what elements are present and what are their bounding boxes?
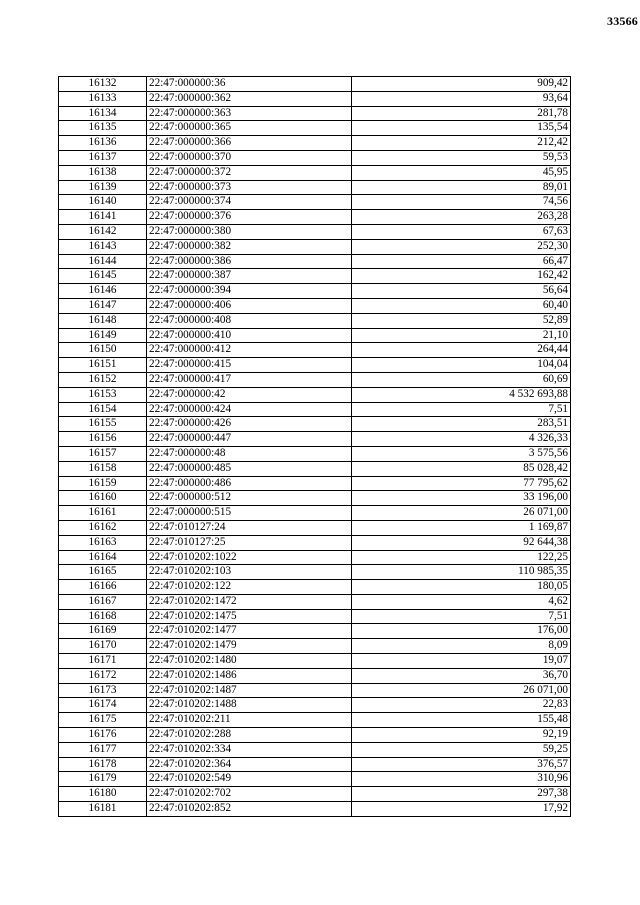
table-row	[59, 580, 571, 595]
cadastral-number: 22:47:010202:364	[147, 757, 352, 772]
table-row	[59, 609, 571, 624]
row-number: 16146	[59, 284, 147, 299]
cadastral-value: 212,42	[352, 136, 571, 151]
cadastral-value: 45,95	[352, 165, 571, 180]
table-row	[59, 91, 571, 106]
cadastral-number: 22:47:000000:486	[147, 476, 352, 491]
table-row	[59, 787, 571, 802]
cadastral-value-table	[58, 76, 571, 817]
row-number: 16135	[59, 121, 147, 136]
cadastral-number: 22:47:010202:334	[147, 742, 352, 757]
row-number: 16150	[59, 343, 147, 358]
cadastral-number: 22:47:010202:1480	[147, 654, 352, 669]
cadastral-number: 22:47:010202:1488	[147, 698, 352, 713]
row-number: 16156	[59, 432, 147, 447]
row-number: 16139	[59, 180, 147, 195]
table-row	[59, 269, 571, 284]
cadastral-value: 21,10	[352, 328, 571, 343]
cadastral-number: 22:47:000000:447	[147, 432, 352, 447]
cadastral-value: 283,51	[352, 417, 571, 432]
table-row	[59, 506, 571, 521]
cadastral-number: 22:47:000000:370	[147, 150, 352, 165]
row-number: 16155	[59, 417, 147, 432]
cadastral-value: 17,92	[352, 802, 571, 817]
table-row	[59, 239, 571, 254]
page-number: 33566	[607, 14, 638, 28]
row-number: 16138	[59, 165, 147, 180]
row-number: 16167	[59, 594, 147, 609]
cadastral-number: 22:47:010202:211	[147, 713, 352, 728]
cadastral-number: 22:47:000000:42	[147, 387, 352, 402]
table-row	[59, 210, 571, 225]
cadastral-number: 22:47:010202:103	[147, 565, 352, 580]
row-number: 16142	[59, 224, 147, 239]
cadastral-value: 7,51	[352, 402, 571, 417]
row-number: 16178	[59, 757, 147, 772]
table-row	[59, 387, 571, 402]
cadastral-value: 4 532 693,88	[352, 387, 571, 402]
cadastral-number: 22:47:010202:288	[147, 728, 352, 743]
cadastral-number: 22:47:000000:373	[147, 180, 352, 195]
table-row	[59, 150, 571, 165]
cadastral-value: 85 028,42	[352, 461, 571, 476]
row-number: 16160	[59, 491, 147, 506]
table-row	[59, 683, 571, 698]
cadastral-value: 56,64	[352, 284, 571, 299]
cadastral-number: 22:47:000000:415	[147, 358, 352, 373]
row-number: 16169	[59, 624, 147, 639]
cadastral-number: 22:47:000000:362	[147, 91, 352, 106]
row-number: 16165	[59, 565, 147, 580]
cadastral-value: 93,64	[352, 91, 571, 106]
cadastral-number: 22:47:010202:122	[147, 580, 352, 595]
table-row	[59, 328, 571, 343]
table-row	[59, 77, 571, 92]
table-row	[59, 668, 571, 683]
cadastral-value: 263,28	[352, 210, 571, 225]
cadastral-number: 22:47:010202:1479	[147, 639, 352, 654]
cadastral-number: 22:47:000000:382	[147, 239, 352, 254]
row-number: 16147	[59, 298, 147, 313]
table-row	[59, 180, 571, 195]
cadastral-number: 22:47:000000:363	[147, 106, 352, 121]
cadastral-number: 22:47:010202:1487	[147, 683, 352, 698]
row-number: 16149	[59, 328, 147, 343]
cadastral-number: 22:47:000000:406	[147, 298, 352, 313]
cadastral-value: 122,25	[352, 550, 571, 565]
row-number: 16132	[59, 77, 147, 92]
cadastral-value: 376,57	[352, 757, 571, 772]
table-row	[59, 106, 571, 121]
table-row	[59, 372, 571, 387]
table-row	[59, 432, 571, 447]
table-row	[59, 594, 571, 609]
table-row	[59, 254, 571, 269]
cadastral-number: 22:47:000000:387	[147, 269, 352, 284]
row-number: 16173	[59, 683, 147, 698]
table-row	[59, 639, 571, 654]
cadastral-number: 22:47:000000:410	[147, 328, 352, 343]
cadastral-value: 67,63	[352, 224, 571, 239]
cadastral-value: 19,07	[352, 654, 571, 669]
cadastral-value: 26 071,00	[352, 683, 571, 698]
row-number: 16133	[59, 91, 147, 106]
row-number: 16148	[59, 313, 147, 328]
cadastral-value: 89,01	[352, 180, 571, 195]
cadastral-number: 22:47:000000:394	[147, 284, 352, 299]
row-number: 16157	[59, 446, 147, 461]
row-number: 16168	[59, 609, 147, 624]
table-row	[59, 713, 571, 728]
row-number: 16179	[59, 772, 147, 787]
cadastral-value: 264,44	[352, 343, 571, 358]
cadastral-number: 22:47:010202:1475	[147, 609, 352, 624]
cadastral-value: 4,62	[352, 594, 571, 609]
cadastral-number: 22:47:010202:1472	[147, 594, 352, 609]
cadastral-value: 66,47	[352, 254, 571, 269]
cadastral-value: 176,00	[352, 624, 571, 639]
cadastral-value: 180,05	[352, 580, 571, 595]
cadastral-number: 22:47:000000:366	[147, 136, 352, 151]
table-row	[59, 313, 571, 328]
row-number: 16161	[59, 506, 147, 521]
table-row	[59, 742, 571, 757]
table-row	[59, 136, 571, 151]
cadastral-number: 22:47:000000:426	[147, 417, 352, 432]
cadastral-number: 22:47:000000:380	[147, 224, 352, 239]
cadastral-number: 22:47:000000:48	[147, 446, 352, 461]
row-number: 16134	[59, 106, 147, 121]
cadastral-number: 22:47:010202:549	[147, 772, 352, 787]
row-number: 16175	[59, 713, 147, 728]
cadastral-value: 3 575,56	[352, 446, 571, 461]
cadastral-number: 22:47:000000:515	[147, 506, 352, 521]
table-row	[59, 491, 571, 506]
table-row	[59, 624, 571, 639]
table-row	[59, 224, 571, 239]
cadastral-number: 22:47:000000:485	[147, 461, 352, 476]
cadastral-value: 92 644,38	[352, 535, 571, 550]
table-row	[59, 728, 571, 743]
row-number: 16143	[59, 239, 147, 254]
table-row	[59, 121, 571, 136]
cadastral-number: 22:47:000000:386	[147, 254, 352, 269]
row-number: 16163	[59, 535, 147, 550]
cadastral-number: 22:47:000000:372	[147, 165, 352, 180]
cadastral-value: 135,54	[352, 121, 571, 136]
cadastral-value: 155,48	[352, 713, 571, 728]
row-number: 16136	[59, 136, 147, 151]
table-row	[59, 298, 571, 313]
cadastral-value: 36,70	[352, 668, 571, 683]
cadastral-number: 22:47:010202:1477	[147, 624, 352, 639]
cadastral-value: 104,04	[352, 358, 571, 373]
cadastral-value: 59,53	[352, 150, 571, 165]
cadastral-value: 77 795,62	[352, 476, 571, 491]
row-number: 16159	[59, 476, 147, 491]
cadastral-number: 22:47:010202:702	[147, 787, 352, 802]
cadastral-value: 59,25	[352, 742, 571, 757]
row-number: 16158	[59, 461, 147, 476]
table-row	[59, 757, 571, 772]
table-row	[59, 358, 571, 373]
table-row	[59, 802, 571, 817]
cadastral-number: 22:47:000000:365	[147, 121, 352, 136]
table-row	[59, 461, 571, 476]
row-number: 16170	[59, 639, 147, 654]
row-number: 16145	[59, 269, 147, 284]
cadastral-value: 33 196,00	[352, 491, 571, 506]
cadastral-number: 22:47:000000:36	[147, 77, 352, 92]
table-row	[59, 284, 571, 299]
cadastral-value: 4 326,33	[352, 432, 571, 447]
row-number: 16152	[59, 372, 147, 387]
row-number: 16176	[59, 728, 147, 743]
cadastral-value: 26 071,00	[352, 506, 571, 521]
row-number: 16164	[59, 550, 147, 565]
cadastral-number: 22:47:000000:408	[147, 313, 352, 328]
cadastral-value: 7,51	[352, 609, 571, 624]
cadastral-number: 22:47:000000:424	[147, 402, 352, 417]
table-row	[59, 343, 571, 358]
cadastral-value: 281,78	[352, 106, 571, 121]
cadastral-value: 60,69	[352, 372, 571, 387]
table-row	[59, 476, 571, 491]
cadastral-number: 22:47:000000:512	[147, 491, 352, 506]
row-number: 16171	[59, 654, 147, 669]
row-number: 16174	[59, 698, 147, 713]
cadastral-value: 297,38	[352, 787, 571, 802]
row-number: 16154	[59, 402, 147, 417]
table-row	[59, 565, 571, 580]
cadastral-number: 22:47:000000:376	[147, 210, 352, 225]
table-row	[59, 550, 571, 565]
cadastral-value: 310,96	[352, 772, 571, 787]
cadastral-value: 909,42	[352, 77, 571, 92]
table-row	[59, 698, 571, 713]
cadastral-number: 22:47:010202:1486	[147, 668, 352, 683]
cadastral-number: 22:47:010202:852	[147, 802, 352, 817]
row-number: 16151	[59, 358, 147, 373]
cadastral-value: 162,42	[352, 269, 571, 284]
cadastral-value: 252,30	[352, 239, 571, 254]
cadastral-value: 92,19	[352, 728, 571, 743]
row-number: 16137	[59, 150, 147, 165]
cadastral-number: 22:47:010202:1022	[147, 550, 352, 565]
cadastral-number: 22:47:010127:25	[147, 535, 352, 550]
table-row	[59, 535, 571, 550]
row-number: 16140	[59, 195, 147, 210]
table-row	[59, 772, 571, 787]
table-row	[59, 520, 571, 535]
cadastral-value: 74,56	[352, 195, 571, 210]
table-row	[59, 165, 571, 180]
cadastral-number: 22:47:000000:374	[147, 195, 352, 210]
table-row	[59, 654, 571, 669]
cadastral-number: 22:47:010127:24	[147, 520, 352, 535]
cadastral-value: 8,09	[352, 639, 571, 654]
cadastral-value: 60,40	[352, 298, 571, 313]
table-row	[59, 402, 571, 417]
table-row	[59, 417, 571, 432]
table-body	[59, 77, 571, 817]
cadastral-number: 22:47:000000:417	[147, 372, 352, 387]
row-number: 16166	[59, 580, 147, 595]
table-row	[59, 195, 571, 210]
row-number: 16141	[59, 210, 147, 225]
row-number: 16172	[59, 668, 147, 683]
row-number: 16144	[59, 254, 147, 269]
cadastral-value: 1 169,87	[352, 520, 571, 535]
row-number: 16180	[59, 787, 147, 802]
row-number: 16181	[59, 802, 147, 817]
row-number: 16177	[59, 742, 147, 757]
row-number: 16153	[59, 387, 147, 402]
row-number: 16162	[59, 520, 147, 535]
cadastral-value: 22,83	[352, 698, 571, 713]
cadastral-value: 52,89	[352, 313, 571, 328]
table-row	[59, 446, 571, 461]
cadastral-value: 110 985,35	[352, 565, 571, 580]
cadastral-number: 22:47:000000:412	[147, 343, 352, 358]
